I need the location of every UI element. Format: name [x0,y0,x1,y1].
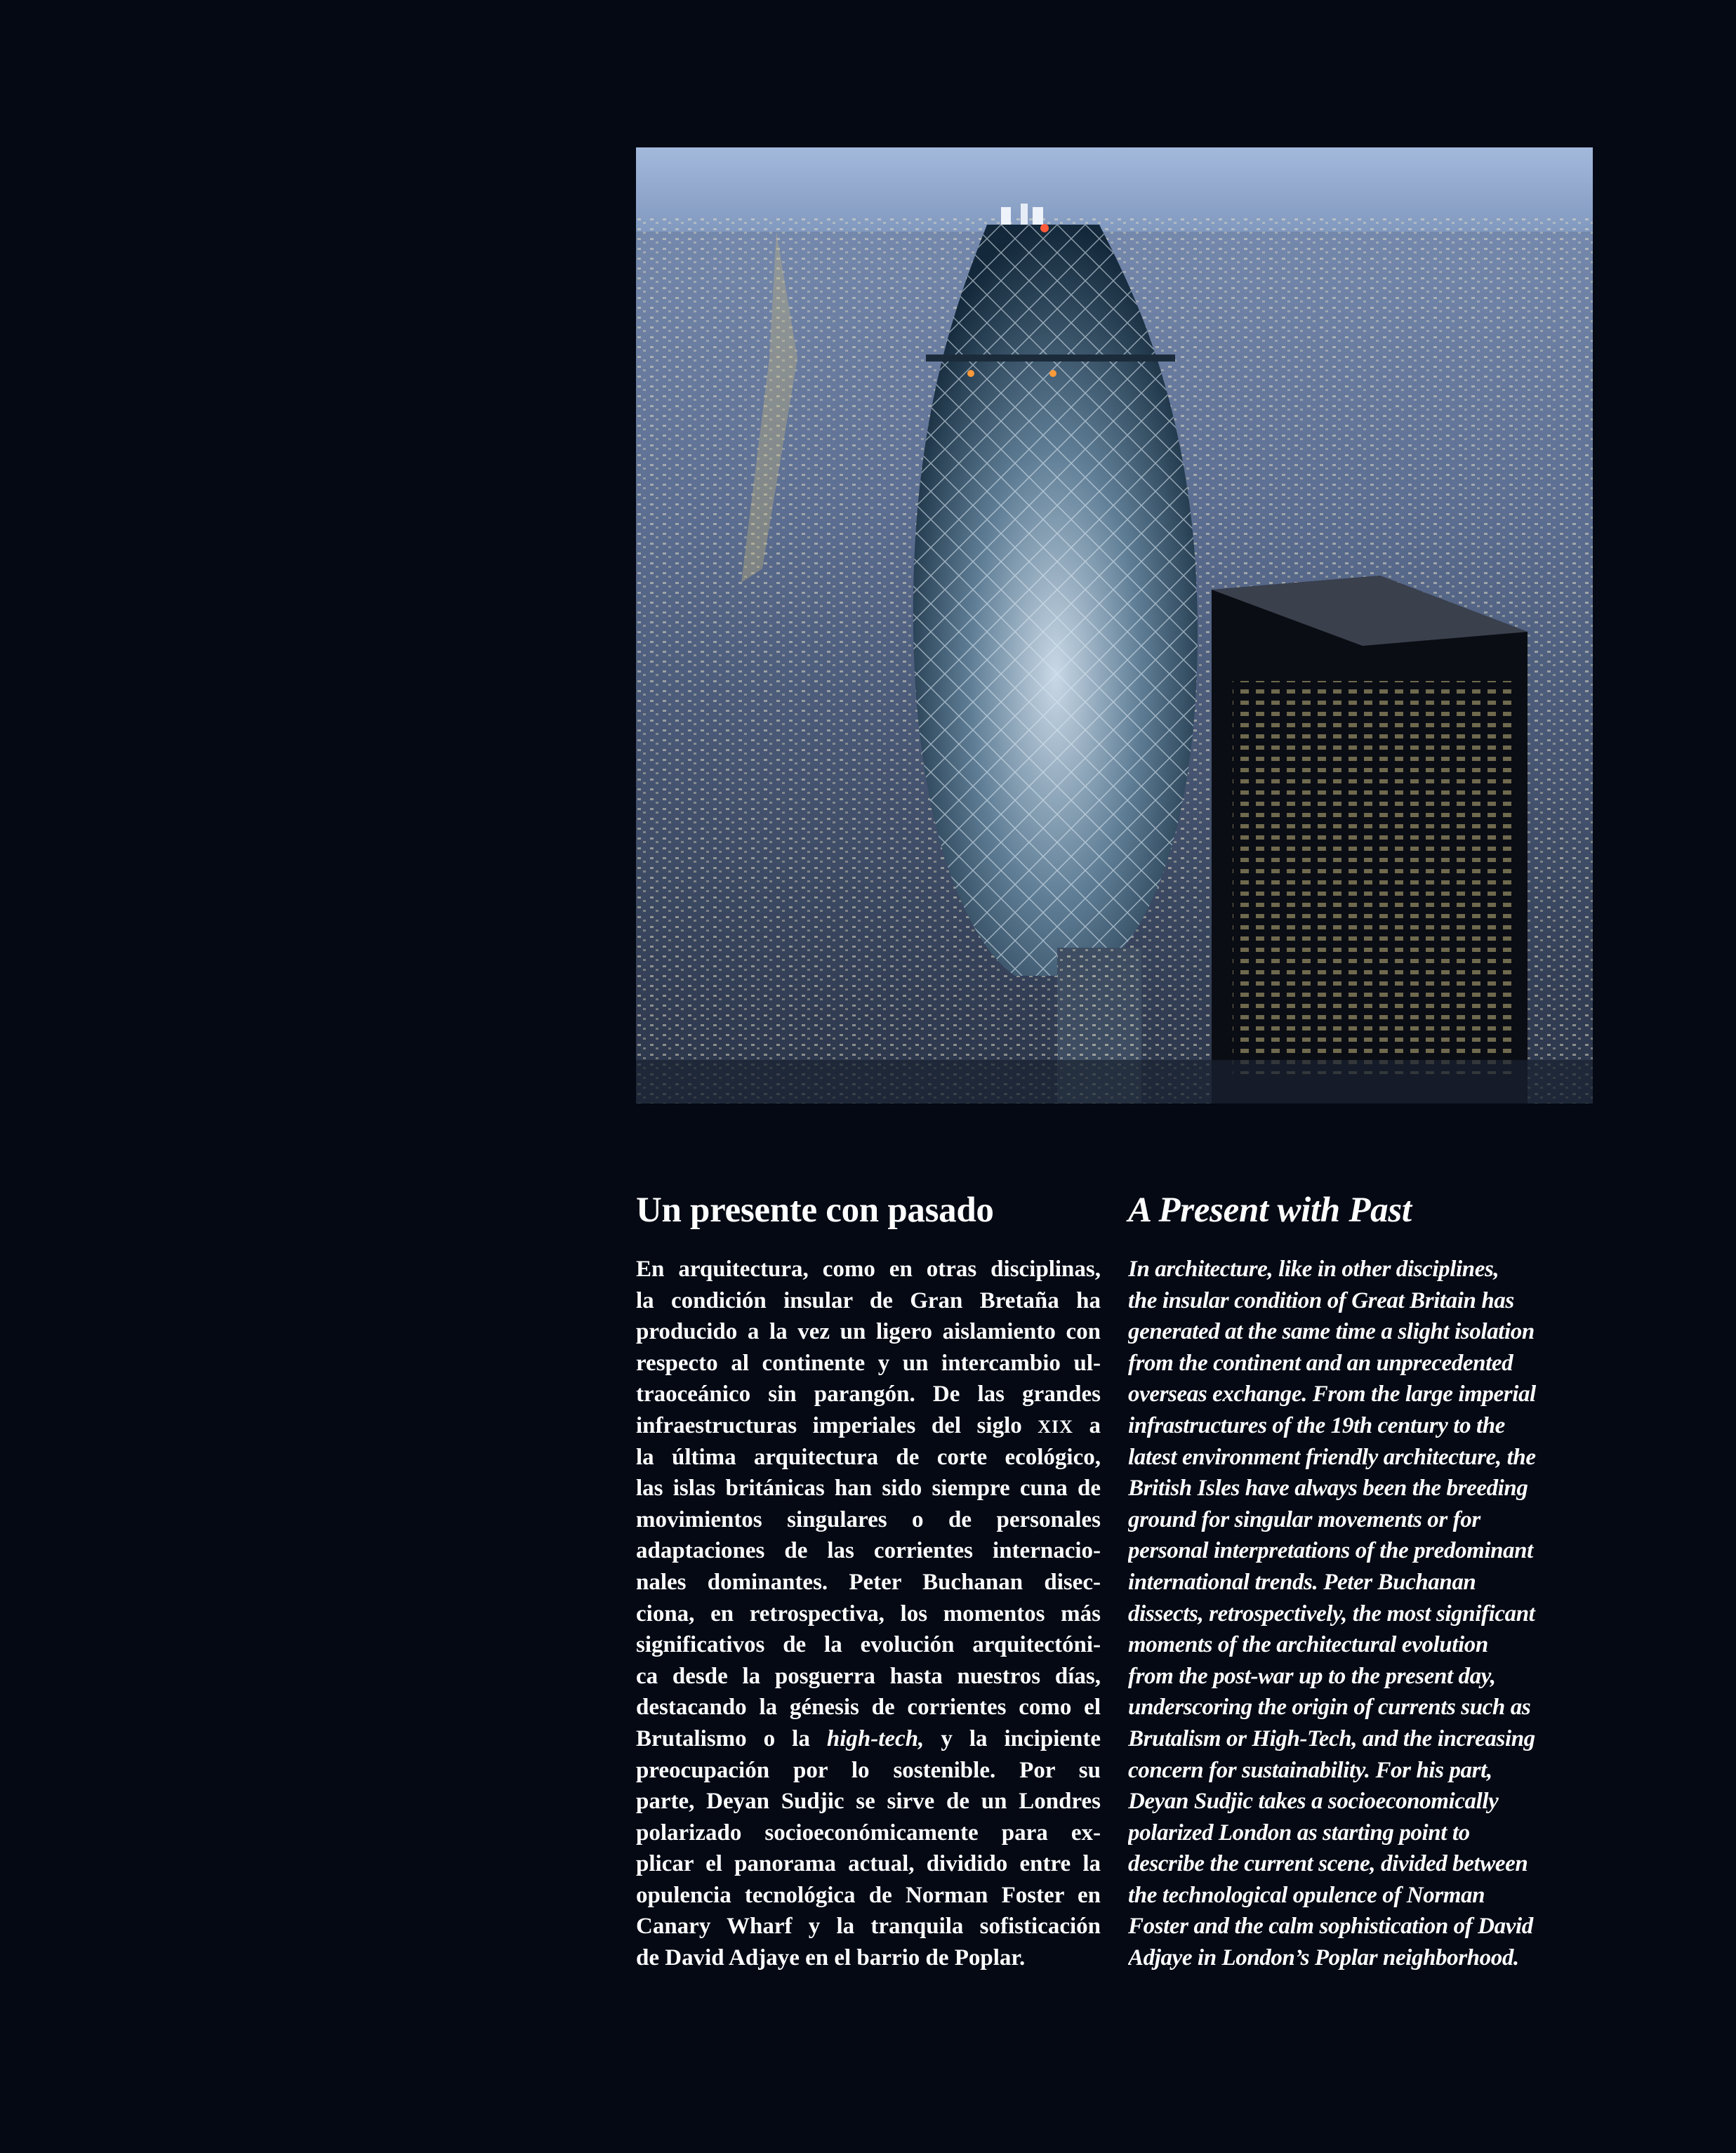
spanish-line: producido a la vez un ligero aislamiento con [636,1319,1101,1345]
spanish-line: nales dominantes. Peter Buchanan disec- [636,1569,1101,1595]
century-numeral: XIX [1038,1416,1073,1437]
spanish-line: plicar el panorama actual, dividido entre la [636,1851,1101,1877]
english-body [1128,1254,1593,1974]
spanish-line: respecto al continente y un intercambio ul- [636,1350,1101,1376]
english-line: infrastructures of the 19th century to the [1128,1412,1505,1438]
spanish-line: las islas británicas han sido siempre cuna de [636,1476,1101,1502]
spanish-heading: Un presente con pasado [636,1191,994,1230]
spanish-line: traoceánico sin parangón. De las grandes [636,1382,1101,1407]
spanish-line: de David Adjaye en el barrio de Poplar. [636,1945,1026,1971]
english-line: British Isles have always been the breeding [1128,1476,1528,1502]
city-skyline-illustration [636,147,1593,1104]
english-line: Foster and the calm sophistication of David [1128,1914,1533,1940]
spanish-line-tail: a [1089,1412,1101,1438]
english-line: ground for singular movements or for [1128,1506,1480,1532]
english-line: generated at the same time a slight isolation [1128,1319,1535,1345]
spanish-line-century [636,1410,1101,1442]
english-line: polarized London as starting point to [1128,1820,1470,1846]
spanish-body [636,1254,1101,1974]
english-line: underscoring the origin of currents such as [1128,1695,1531,1721]
spanish-line-tail: y la incipiente [941,1725,1101,1751]
spanish-line: la condición insular de Gran Bretaña ha [636,1287,1101,1313]
spanish-line: parte, Deyan Sudjic se sirve de un Londres [636,1789,1101,1815]
spanish-line: opulencia tecnológica de Norman Foster en [636,1882,1101,1908]
english-line: Brutalism or High-Tech, and the increasing [1128,1725,1535,1751]
english-line: moments of the architectural evolution [1128,1632,1488,1658]
spanish-column [636,1186,1101,1974]
spanish-line: destacando la génesis de corrientes como el [636,1695,1101,1721]
spanish-line: polarizado socioeconómicamente para ex- [636,1820,1101,1846]
spanish-line-text: infraestructuras imperiales del siglo [636,1412,1022,1438]
spanish-line: significativos de la evolución arquitectóni- [636,1632,1101,1658]
spanish-line-hightech [636,1723,1101,1755]
spanish-line: En arquitectura, como en otras disciplinas, [636,1257,1101,1282]
english-line: from the continent and an unprecedented [1128,1350,1513,1376]
spanish-line: movimientos singulares o de personales [636,1506,1101,1532]
spanish-line: la última arquitectura de corte ecológico, [636,1444,1101,1470]
english-line: the technological opulence of Norman [1128,1882,1485,1908]
english-line: the insular condition of Great Britain has [1128,1287,1514,1313]
english-column [1128,1186,1593,1974]
spanish-line: preocupación por lo sostenible. Por su [636,1757,1101,1783]
spanish-line: adaptaciones de las corrientes internacio- [636,1538,1101,1564]
spanish-line: Canary Wharf y la tranquila sofisticación [636,1914,1101,1940]
photo-london-gherkin [636,147,1593,1104]
spanish-line: ca desde la posguerra hasta nuestros días, [636,1663,1101,1689]
spanish-line: ciona, en retrospectiva, los momentos más [636,1601,1101,1627]
english-line: Deyan Sudjic takes a socioeconomically [1128,1789,1499,1815]
english-line: overseas exchange. From the large imperial [1128,1382,1536,1407]
english-line: In architecture, like in other disciplines, [1128,1257,1499,1282]
english-line: Adjaye in London’s Poplar neighborhood. [1128,1945,1519,1971]
english-line: dissects, retrospectively, the most significant [1128,1601,1535,1627]
english-line: latest environment friendly architecture, the [1128,1444,1536,1470]
english-heading: A Present with Past [1128,1191,1412,1230]
english-line: personal interpretations of the predominant [1128,1538,1533,1564]
english-line: from the post-war up to the present day, [1128,1663,1496,1689]
english-line: concern for sustainability. For his part, [1128,1757,1492,1783]
english-line: describe the current scene, divided between [1128,1851,1528,1877]
italic-term: high-tech, [826,1725,925,1751]
english-line: international trends. Peter Buchanan [1128,1569,1476,1595]
spanish-line-text: Brutalismo o la [636,1725,810,1751]
